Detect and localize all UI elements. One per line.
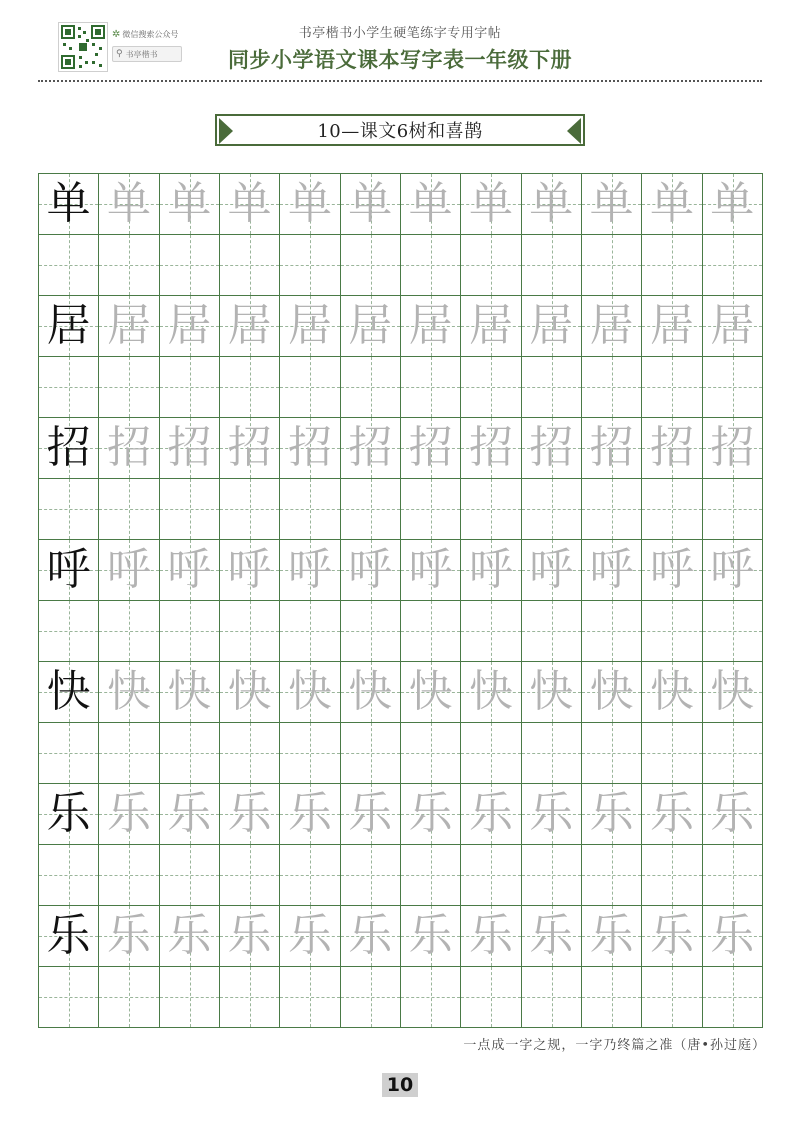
blank-cell[interactable] [642, 235, 702, 296]
model-cell [39, 662, 99, 723]
trace-character: 招 [589, 422, 634, 473]
trace-cell [642, 540, 702, 601]
blank-cell[interactable] [582, 235, 642, 296]
trace-cell [522, 296, 582, 357]
trace-character: 居 [287, 300, 332, 351]
trace-cell [220, 906, 280, 967]
trace-character: 乐 [529, 910, 574, 961]
blank-cell[interactable] [461, 723, 521, 784]
search-icon: ⚲ [116, 49, 123, 59]
blank-cell[interactable] [642, 967, 702, 1028]
trace-character: 快 [106, 666, 151, 717]
blank-cell[interactable] [522, 845, 582, 906]
blank-cell[interactable] [703, 235, 763, 296]
model-character: 招 [46, 422, 91, 473]
blank-cell[interactable] [522, 235, 582, 296]
blank-cell[interactable] [220, 479, 280, 540]
blank-cell[interactable] [703, 479, 763, 540]
blank-cell[interactable] [39, 479, 99, 540]
trace-cell [642, 296, 702, 357]
trace-character: 居 [408, 300, 453, 351]
trace-cell [280, 906, 340, 967]
blank-cell[interactable] [401, 967, 461, 1028]
practice-grid [38, 173, 763, 1028]
trace-cell [522, 906, 582, 967]
model-cell [39, 906, 99, 967]
trace-character: 呼 [529, 544, 574, 595]
trace-cell [160, 174, 220, 235]
trace-cell [220, 540, 280, 601]
trace-character: 乐 [589, 788, 634, 839]
blank-cell[interactable] [99, 235, 159, 296]
blank-cell[interactable] [280, 357, 340, 418]
lesson-banner [215, 114, 585, 146]
trace-character: 快 [468, 666, 513, 717]
blank-cell[interactable] [160, 235, 220, 296]
blank-cell[interactable] [401, 601, 461, 662]
blank-cell[interactable] [341, 479, 401, 540]
trace-cell [280, 540, 340, 601]
blank-cell[interactable] [401, 479, 461, 540]
footer-quote: 一点成一字之规，一字乃终篇之准（唐•孙过庭） [463, 1038, 766, 1053]
trace-cell [522, 174, 582, 235]
model-cell [39, 174, 99, 235]
trace-character: 乐 [106, 910, 151, 961]
trace-cell [160, 784, 220, 845]
trace-cell [522, 418, 582, 479]
trace-character: 乐 [287, 788, 332, 839]
trace-cell [341, 906, 401, 967]
trace-character: 招 [227, 422, 272, 473]
page-subtitle: 书亭楷书小学生硬笔练字专用字帖 [298, 26, 502, 41]
blank-cell[interactable] [39, 967, 99, 1028]
blank-cell[interactable] [99, 967, 159, 1028]
trace-cell [341, 662, 401, 723]
blank-cell[interactable] [401, 235, 461, 296]
trace-character: 呼 [348, 544, 393, 595]
blank-cell[interactable] [642, 845, 702, 906]
trace-cell [220, 418, 280, 479]
trace-character: 招 [167, 422, 212, 473]
blank-cell[interactable] [582, 479, 642, 540]
trace-character: 快 [287, 666, 332, 717]
blank-cell[interactable] [341, 845, 401, 906]
trace-cell [461, 784, 521, 845]
blank-practice-row [39, 845, 763, 906]
trace-character: 快 [348, 666, 393, 717]
trace-character: 快 [167, 666, 212, 717]
trace-character: 单 [348, 178, 393, 229]
blank-cell[interactable] [341, 235, 401, 296]
trace-cell [341, 174, 401, 235]
model-character: 呼 [46, 544, 91, 595]
blank-cell[interactable] [39, 723, 99, 784]
trace-character: 招 [710, 422, 755, 473]
trace-cell [99, 784, 159, 845]
trace-character: 招 [468, 422, 513, 473]
trace-character: 乐 [710, 788, 755, 839]
model-cell [39, 418, 99, 479]
trace-cell [642, 906, 702, 967]
trace-cell [99, 662, 159, 723]
blank-cell[interactable] [703, 601, 763, 662]
trace-cell [220, 296, 280, 357]
trace-cell [280, 296, 340, 357]
trace-cell [522, 784, 582, 845]
trace-character: 居 [468, 300, 513, 351]
trace-character: 乐 [227, 910, 272, 961]
trace-character: 乐 [589, 910, 634, 961]
blank-practice-row [39, 357, 763, 418]
trace-character: 招 [106, 422, 151, 473]
trace-cell [160, 906, 220, 967]
trace-cell [220, 662, 280, 723]
trace-character: 居 [649, 300, 694, 351]
blank-cell[interactable] [160, 479, 220, 540]
blank-cell[interactable] [280, 723, 340, 784]
trace-character: 呼 [468, 544, 513, 595]
trace-character: 单 [106, 178, 151, 229]
blank-cell[interactable] [642, 357, 702, 418]
blank-cell[interactable] [39, 601, 99, 662]
blank-cell[interactable] [642, 723, 702, 784]
trace-cell [341, 784, 401, 845]
trace-character: 呼 [287, 544, 332, 595]
blank-cell[interactable] [280, 479, 340, 540]
trace-character: 单 [227, 178, 272, 229]
trace-character: 快 [529, 666, 574, 717]
trace-character: 呼 [649, 544, 694, 595]
blank-cell[interactable] [280, 601, 340, 662]
trace-character: 乐 [106, 788, 151, 839]
trace-cell [522, 662, 582, 723]
blank-cell[interactable] [582, 723, 642, 784]
trace-cell [703, 540, 763, 601]
blank-cell[interactable] [461, 967, 521, 1028]
trace-character: 招 [348, 422, 393, 473]
blank-cell[interactable] [280, 845, 340, 906]
trace-cell [220, 174, 280, 235]
trace-character: 乐 [348, 910, 393, 961]
trace-cell [461, 174, 521, 235]
trace-cell [99, 540, 159, 601]
blank-cell[interactable] [220, 845, 280, 906]
blank-cell[interactable] [522, 479, 582, 540]
trace-character: 乐 [710, 910, 755, 961]
blank-cell[interactable] [642, 479, 702, 540]
trace-character: 乐 [167, 788, 212, 839]
trace-character: 单 [468, 178, 513, 229]
trace-cell [461, 418, 521, 479]
trace-character: 招 [408, 422, 453, 473]
blank-cell[interactable] [461, 479, 521, 540]
trace-character: 居 [589, 300, 634, 351]
trace-character: 快 [408, 666, 453, 717]
trace-cell [341, 418, 401, 479]
blank-cell[interactable] [160, 723, 220, 784]
trace-character: 单 [710, 178, 755, 229]
practice-row [39, 174, 763, 235]
trace-character: 乐 [287, 910, 332, 961]
trace-cell [461, 906, 521, 967]
trace-cell [401, 906, 461, 967]
trace-character: 居 [106, 300, 151, 351]
model-character: 单 [46, 178, 91, 229]
leaf-icon: ✲ [112, 28, 121, 40]
blank-cell[interactable] [461, 235, 521, 296]
trace-character: 乐 [348, 788, 393, 839]
blank-cell[interactable] [160, 845, 220, 906]
trace-cell [401, 540, 461, 601]
model-cell [39, 540, 99, 601]
blank-practice-row [39, 235, 763, 296]
blank-cell[interactable] [703, 723, 763, 784]
trace-character: 快 [589, 666, 634, 717]
search-text: 书亭楷书 [125, 49, 158, 59]
trace-cell [280, 418, 340, 479]
qr-code [58, 22, 108, 72]
trace-character: 单 [287, 178, 332, 229]
trace-cell [703, 296, 763, 357]
model-character: 居 [46, 300, 91, 351]
blank-cell[interactable] [99, 723, 159, 784]
trace-cell [99, 906, 159, 967]
trace-character: 单 [589, 178, 634, 229]
model-character: 乐 [46, 910, 91, 961]
blank-cell[interactable] [220, 967, 280, 1028]
trace-cell [582, 906, 642, 967]
trace-character: 呼 [710, 544, 755, 595]
blank-cell[interactable] [582, 967, 642, 1028]
trace-character: 单 [167, 178, 212, 229]
trace-character: 快 [227, 666, 272, 717]
blank-cell[interactable] [341, 601, 401, 662]
trace-cell [401, 174, 461, 235]
trace-cell [703, 174, 763, 235]
blank-cell[interactable] [220, 601, 280, 662]
trace-cell [280, 662, 340, 723]
trace-character: 招 [287, 422, 332, 473]
wechat-search-box [112, 46, 182, 62]
trace-character: 居 [529, 300, 574, 351]
blank-cell[interactable] [522, 967, 582, 1028]
trace-character: 居 [227, 300, 272, 351]
trace-cell [703, 906, 763, 967]
trace-cell [99, 418, 159, 479]
wechat-label [112, 27, 186, 41]
blank-cell[interactable] [703, 967, 763, 1028]
trace-character: 快 [710, 666, 755, 717]
trace-character: 乐 [167, 910, 212, 961]
trace-cell [582, 296, 642, 357]
trace-character: 呼 [167, 544, 212, 595]
trace-cell [160, 540, 220, 601]
blank-cell[interactable] [401, 723, 461, 784]
blank-cell[interactable] [220, 357, 280, 418]
practice-row [39, 662, 763, 723]
trace-cell [582, 540, 642, 601]
page-title: 同步小学语文课本写字表一年级下册 [228, 47, 572, 72]
blank-cell[interactable] [522, 357, 582, 418]
blank-cell[interactable] [642, 601, 702, 662]
practice-row [39, 540, 763, 601]
trace-cell [160, 662, 220, 723]
blank-cell[interactable] [220, 235, 280, 296]
blank-cell[interactable] [461, 845, 521, 906]
blank-cell[interactable] [582, 601, 642, 662]
trace-character: 居 [348, 300, 393, 351]
trace-cell [522, 540, 582, 601]
trace-cell [582, 784, 642, 845]
trace-cell [582, 174, 642, 235]
trace-cell [642, 784, 702, 845]
trace-cell [703, 662, 763, 723]
blank-cell[interactable] [99, 601, 159, 662]
blank-cell[interactable] [522, 601, 582, 662]
blank-cell[interactable] [703, 845, 763, 906]
trace-cell [280, 174, 340, 235]
practice-row [39, 296, 763, 357]
model-character: 乐 [46, 788, 91, 839]
blank-cell[interactable] [39, 235, 99, 296]
blank-cell[interactable] [160, 967, 220, 1028]
trace-character: 快 [649, 666, 694, 717]
header-divider [38, 80, 762, 82]
practice-row [39, 784, 763, 845]
blank-cell[interactable] [703, 357, 763, 418]
trace-cell [401, 418, 461, 479]
blank-cell[interactable] [39, 845, 99, 906]
trace-character: 呼 [227, 544, 272, 595]
blank-cell[interactable] [160, 601, 220, 662]
trace-character: 呼 [408, 544, 453, 595]
blank-cell[interactable] [401, 845, 461, 906]
trace-cell [160, 296, 220, 357]
trace-cell [703, 784, 763, 845]
trace-cell [642, 418, 702, 479]
blank-cell[interactable] [160, 357, 220, 418]
trace-character: 乐 [408, 910, 453, 961]
trace-cell [401, 662, 461, 723]
trace-character: 呼 [589, 544, 634, 595]
trace-character: 单 [408, 178, 453, 229]
practice-row [39, 418, 763, 479]
trace-cell [582, 662, 642, 723]
trace-cell [461, 296, 521, 357]
banner-left-arrow [219, 118, 233, 144]
trace-cell [341, 540, 401, 601]
blank-practice-row [39, 601, 763, 662]
model-cell [39, 784, 99, 845]
trace-character: 乐 [408, 788, 453, 839]
blank-practice-row [39, 967, 763, 1028]
lesson-title: 10—课文6树和喜鹊 [317, 121, 483, 142]
trace-cell [99, 174, 159, 235]
wechat-label-text: 微信搜索公众号 [122, 29, 179, 39]
blank-cell[interactable] [582, 845, 642, 906]
trace-character: 招 [529, 422, 574, 473]
trace-cell [280, 784, 340, 845]
banner-right-arrow [567, 118, 581, 144]
trace-character: 乐 [529, 788, 574, 839]
blank-cell[interactable] [582, 357, 642, 418]
blank-cell[interactable] [39, 357, 99, 418]
blank-cell[interactable] [220, 723, 280, 784]
blank-cell[interactable] [99, 357, 159, 418]
trace-cell [461, 540, 521, 601]
trace-character: 呼 [106, 544, 151, 595]
blank-cell[interactable] [99, 479, 159, 540]
trace-character: 居 [167, 300, 212, 351]
model-cell [39, 296, 99, 357]
model-character: 快 [46, 666, 91, 717]
blank-cell[interactable] [280, 235, 340, 296]
trace-character: 居 [710, 300, 755, 351]
trace-character: 乐 [649, 788, 694, 839]
trace-character: 乐 [227, 788, 272, 839]
blank-practice-row [39, 723, 763, 784]
blank-cell[interactable] [280, 967, 340, 1028]
trace-cell [703, 418, 763, 479]
blank-cell[interactable] [341, 967, 401, 1028]
trace-cell [99, 296, 159, 357]
page-number: 10 [382, 1073, 418, 1097]
trace-cell [461, 662, 521, 723]
practice-row [39, 906, 763, 967]
trace-character: 招 [649, 422, 694, 473]
trace-cell [642, 662, 702, 723]
trace-cell [642, 174, 702, 235]
trace-cell [341, 296, 401, 357]
trace-character: 单 [529, 178, 574, 229]
trace-character: 乐 [468, 910, 513, 961]
trace-character: 乐 [649, 910, 694, 961]
trace-character: 单 [649, 178, 694, 229]
blank-cell[interactable] [341, 357, 401, 418]
blank-practice-row [39, 479, 763, 540]
trace-character: 乐 [468, 788, 513, 839]
trace-cell [401, 784, 461, 845]
blank-cell[interactable] [341, 723, 401, 784]
trace-cell [401, 296, 461, 357]
blank-cell[interactable] [99, 845, 159, 906]
trace-cell [220, 784, 280, 845]
blank-cell[interactable] [461, 601, 521, 662]
trace-cell [582, 418, 642, 479]
trace-cell [160, 418, 220, 479]
blank-cell[interactable] [522, 723, 582, 784]
blank-cell[interactable] [461, 357, 521, 418]
blank-cell[interactable] [401, 357, 461, 418]
